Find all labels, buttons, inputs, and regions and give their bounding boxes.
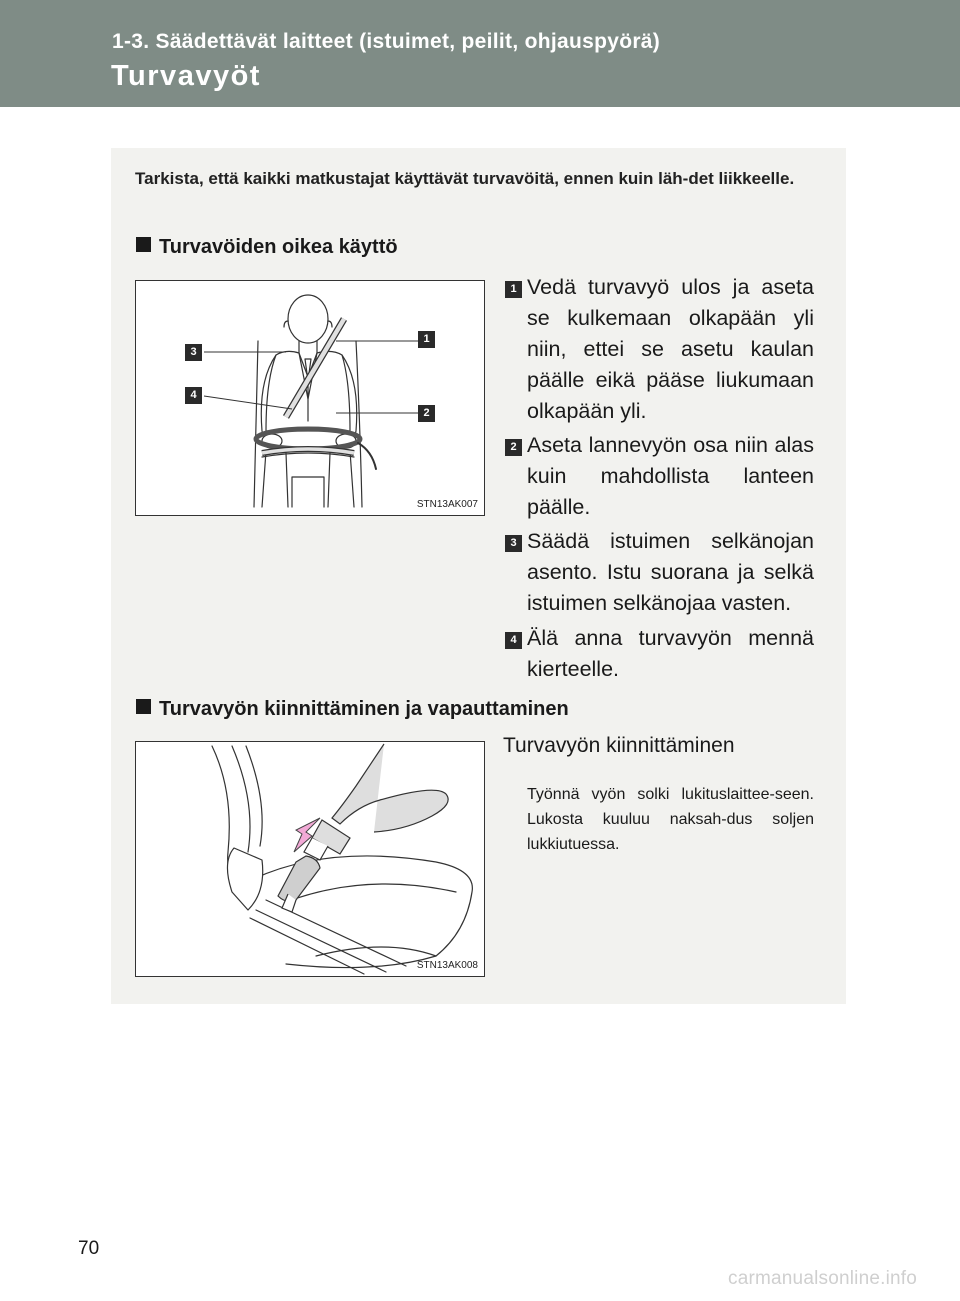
square-bullet-icon — [136, 699, 151, 714]
figure-code: STN13AK007 — [416, 499, 478, 510]
page-header — [0, 0, 960, 107]
step-3 — [505, 526, 814, 619]
section-heading-text: Turvavyön kiinnittäminen ja vapauttaminen — [159, 698, 569, 720]
callout-4: 4 — [185, 387, 202, 404]
chapter-title: 1-3. Säädettävät laitteet (istuimet, peilit, ohjauspyörä) — [112, 30, 661, 53]
figure-seatbelt-wearing — [135, 280, 485, 516]
callout-1: 1 — [418, 331, 435, 348]
step-text: Säädä istuimen selkänojan asento. Istu suorana ja selkä istuimen selkänojaa vasten. — [527, 529, 814, 615]
step-1 — [505, 272, 814, 427]
fastening-subheading: Turvavyön kiinnittäminen — [503, 734, 735, 757]
step-text: Älä anna turvavyön mennä kierteelle. — [527, 626, 814, 681]
step-text: Vedä turvavyö ulos ja aseta se kulkemaan olkapään yli niin, ettei se asetu kaulan päälle eikä pääse liukumaan olkapään yli. — [527, 275, 814, 423]
section-heading-correct-use — [136, 236, 398, 259]
step-text: Aseta lannevyön osa niin alas kuin mahdollista lanteen päälle. — [527, 433, 814, 519]
step-number: 3 — [505, 535, 522, 552]
fastening-instructions: Työnnä vyön solki lukituslaittee-seen. Lukosta kuuluu naksah-dus soljen lukkiutuessa. — [527, 786, 814, 853]
step-number: 4 — [505, 632, 522, 649]
figure-code: STN13AK008 — [416, 960, 478, 971]
step-4 — [505, 623, 814, 685]
section-heading-text: Turvavöiden oikea käyttö — [159, 236, 398, 258]
step-2 — [505, 430, 814, 523]
intro-text: Tarkista, että kaikki matkustajat käyttävät turvavöitä, ennen kuin läh-det liikkeelle. — [135, 169, 795, 188]
page-title: Turvavyöt — [111, 60, 261, 92]
callout-2: 2 — [418, 405, 435, 422]
callout-3: 3 — [185, 344, 202, 361]
step-number: 1 — [505, 281, 522, 298]
section-heading-fastening — [136, 698, 569, 721]
figure-buckle-fastening — [135, 741, 485, 977]
square-bullet-icon — [136, 237, 151, 252]
step-number: 2 — [505, 439, 522, 456]
page-number: 70 — [78, 1238, 100, 1259]
watermark-text: carmanualsonline.info — [728, 1268, 918, 1289]
buckle-illustration — [136, 742, 484, 976]
